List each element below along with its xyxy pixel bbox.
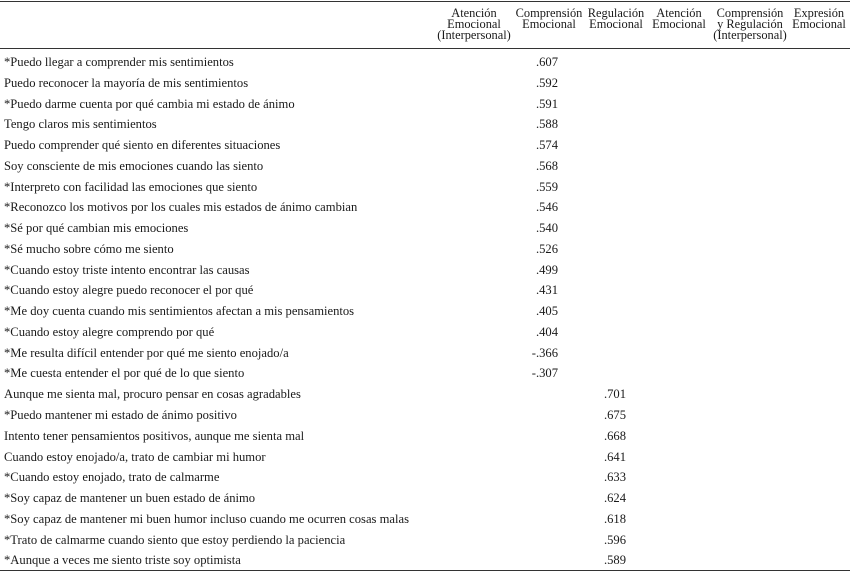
column-header-line: Emocional xyxy=(522,17,576,31)
item-text: Intento tener pensamientos positivos, aunque me sienta mal xyxy=(4,428,305,443)
item-text: Tengo claros mis sentimientos xyxy=(4,117,157,132)
table-body xyxy=(0,51,850,570)
column-header-line: Atención xyxy=(656,6,702,20)
item-text: Soy consciente de mis emociones cuando las siento xyxy=(4,158,264,173)
column-header-line: Atención xyxy=(451,6,497,20)
table-row xyxy=(0,196,850,217)
table-row xyxy=(0,300,850,321)
item-text: *Sé por qué cambian mis emociones xyxy=(4,221,189,236)
item-text: *Trato de calmarme cuando siento que estoy perdiendo la paciencia xyxy=(4,532,346,547)
table-row xyxy=(0,217,850,238)
item-text: *Me doy cuenta cuando mis sentimientos afectan a mis pensamientos xyxy=(4,304,355,319)
table-row xyxy=(0,134,850,155)
loading-value: .701 xyxy=(603,387,626,402)
column-header-line: y Regulación xyxy=(717,17,783,31)
column-header-line: Emocional xyxy=(652,17,706,31)
column-header-line: Emocional xyxy=(589,17,643,31)
item-text: *Me resulta difícil entender por qué me siento enojado/a xyxy=(4,345,289,360)
table-header-rule xyxy=(0,48,850,49)
item-text: *Cuando estoy triste intento encontrar las causas xyxy=(4,262,250,277)
loading-value: .540 xyxy=(535,221,558,236)
loading-value: .574 xyxy=(535,138,558,153)
loading-value: .568 xyxy=(535,158,558,173)
item-text: *Cuando estoy alegre comprendo por qué xyxy=(4,324,215,339)
table-row xyxy=(0,342,850,363)
item-text: *Aunque a veces me siento triste soy optimista xyxy=(4,553,241,568)
item-text: *Me cuesta entender el por qué de lo que siento xyxy=(4,366,245,381)
item-text: *Sé mucho sobre cómo me siento xyxy=(4,241,174,256)
item-text: *Cuando estoy enojado, trato de calmarme xyxy=(4,470,220,485)
column-header-line: Comprensión xyxy=(515,6,583,20)
loading-value: -.307 xyxy=(531,366,558,381)
table-row xyxy=(0,51,850,72)
loading-value: .592 xyxy=(535,75,558,90)
item-text: *Soy capaz de mantener mi buen humor incluso cuando me ocurren cosas malas xyxy=(4,511,409,526)
loading-value: .431 xyxy=(535,283,558,298)
table-row xyxy=(0,321,850,342)
loading-value: .668 xyxy=(603,428,626,443)
item-text: *Reconozco los motivos por los cuales mis estados de ánimo cambian xyxy=(4,200,358,215)
loading-value: .641 xyxy=(603,449,626,464)
table-row xyxy=(0,72,850,93)
column-header-line: Comprensión xyxy=(716,6,784,20)
item-text: *Puedo llegar a comprender mis sentimientos xyxy=(4,55,234,69)
table-row xyxy=(0,113,850,134)
loading-value: .675 xyxy=(603,408,626,423)
loading-value: .404 xyxy=(535,324,558,339)
table-row xyxy=(0,93,850,114)
item-text: *Puedo mantener mi estado de ánimo positivo xyxy=(4,408,237,423)
table-row xyxy=(0,155,850,176)
column-header-line: Regulación xyxy=(587,6,645,20)
item-text: Puedo comprender qué siento en diferentes situaciones xyxy=(4,138,281,153)
table-row xyxy=(0,176,850,197)
table-row xyxy=(0,487,850,508)
item-text: *Soy capaz de mantener un buen estado de ánimo xyxy=(4,491,256,506)
table-row xyxy=(0,529,850,550)
loading-value: -.366 xyxy=(531,345,558,360)
loading-value: .618 xyxy=(603,511,626,526)
item-text: *Interpreto con facilidad las emociones que siento xyxy=(4,179,258,194)
item-text: Cuando estoy enojado/a, trato de cambiar mi humor xyxy=(4,449,266,464)
loading-value: .526 xyxy=(535,241,558,256)
column-header-line: Expresión xyxy=(793,6,845,20)
loading-value: .624 xyxy=(603,491,626,506)
table-row xyxy=(0,383,850,404)
table-row xyxy=(0,508,850,529)
item-text: *Puedo darme cuenta por qué cambia mi estado de ánimo xyxy=(4,96,295,111)
table-top-rule xyxy=(0,1,850,2)
table-row xyxy=(0,466,850,487)
column-header-line: Emocional xyxy=(792,17,846,31)
column-header-line: (Interpersonal) xyxy=(713,28,787,42)
loading-value: .499 xyxy=(535,262,558,277)
item-text: *Cuando estoy alegre puedo reconocer el por qué xyxy=(4,283,254,298)
loading-value: .633 xyxy=(603,470,626,485)
loading-value: .596 xyxy=(603,532,626,547)
loading-value: .405 xyxy=(535,304,558,319)
table-row xyxy=(0,446,850,467)
loading-value: .588 xyxy=(535,117,558,132)
loading-value: .607 xyxy=(535,55,558,69)
loading-value: .589 xyxy=(603,553,626,568)
column-header-line: (Interpersonal) xyxy=(437,28,511,42)
table-row xyxy=(0,238,850,259)
item-text: Aunque me sienta mal, procuro pensar en cosas agradables xyxy=(4,387,301,402)
table-row xyxy=(0,259,850,280)
column-header-line: Emocional xyxy=(447,17,501,31)
loading-value: .559 xyxy=(535,179,558,194)
table-row xyxy=(0,404,850,425)
table-row xyxy=(0,279,850,300)
table-row xyxy=(0,549,850,570)
loading-value: .546 xyxy=(535,200,558,215)
table-row xyxy=(0,362,850,383)
item-text: Puedo reconocer la mayoría de mis sentimientos xyxy=(4,75,249,90)
column-header-6 xyxy=(774,8,850,30)
table-bottom-rule xyxy=(0,570,850,571)
table-row xyxy=(0,425,850,446)
loading-value: .591 xyxy=(535,96,558,111)
